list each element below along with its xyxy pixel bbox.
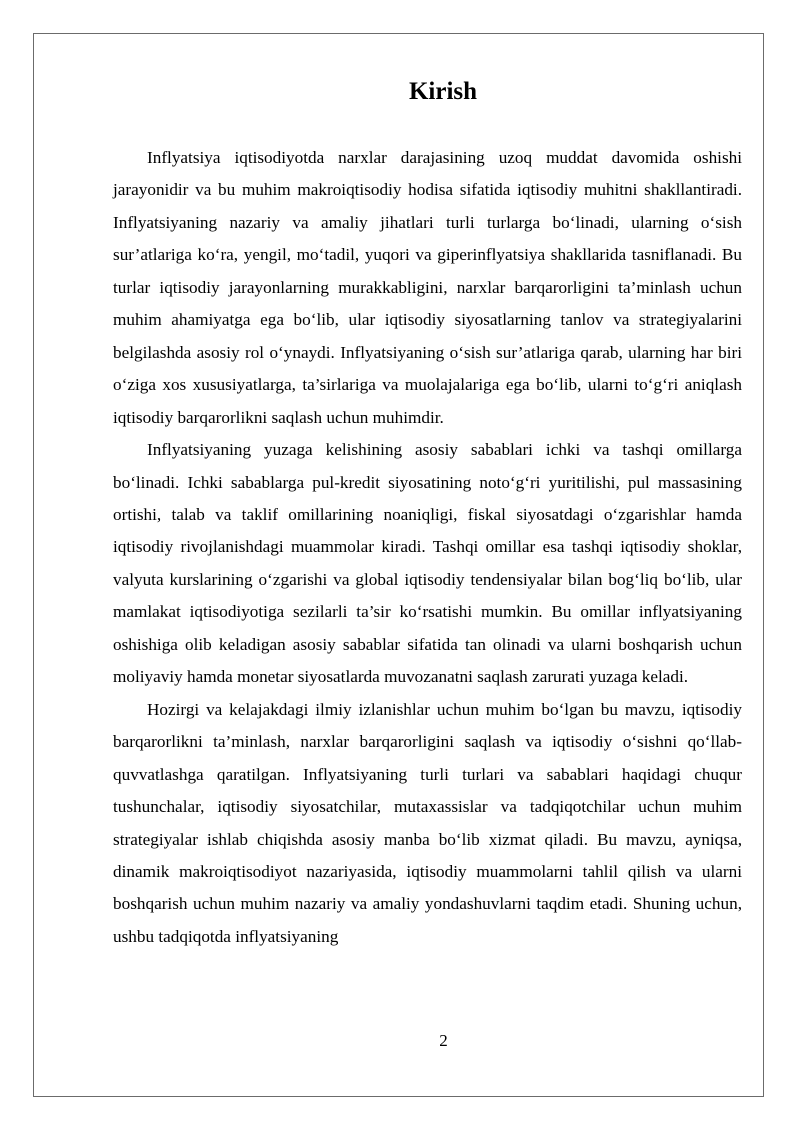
page-number: 2 bbox=[439, 1031, 448, 1050]
page-title: Kirish bbox=[408, 78, 478, 105]
paragraph-1: Inflyatsiya iqtisodiyotda narxlar darajasining uzoq muddat davomida oshishi jarayonidir va bu muhim makroiqtisodiy hodisa sifatida iqtisodiy muhitni shakllantiradi. Inflyatsiyaning nazariy va amaliy jihatlari turli turlarga bo‘linadi, ularning o‘sish sur’atlariga ko‘ra, yengil, mo‘tadil, yuqori va giperinflyatsiya shakllarida tasniflanadi. Bu turlar iqtisodiy jarayonlarning murakkabligini, narxlar barqarorligini ta’minlash uchun muhim ahamiyatga ega bo‘lib, ular iqtisodiy siyosatlarning tanlov va strategiyalarini belgilashda asosiy rol o‘ynaydi. Inflyatsiyaning o‘sish sur’atlariga qarab, ularning har biri o‘ziga xos xususiyatlarga, ta’sirlariga va muolajalariga ega bo‘lib, ularni to‘g‘ri aniqlash iqtisodiy barqarorlikni saqlash uchun muhimdir. bbox=[113, 148, 742, 427]
paragraph-3: Hozirgi va kelajakdagi ilmiy izlanishlar uchun muhim bo‘lgan bu mavzu, iqtisodiy barqarorlikni ta’minlash, narxlar barqarorligini saqlash va iqtisodiy o‘sishni qo‘llab-quvvatlashga qaratilgan. Inflyatsiyaning turli turlari va sabablari haqidagi chuqur tushunchalar, iqtisodiy siyosatchilar, mutaxassislar va tadqiqotchilar uchun muhim strategiyalar ishlab chiqishda asosiy manba bo‘lib xizmat qiladi. Bu mavzu, ayniqsa, dinamik makroiqtisodiyot nazariyasida, iqtisodiy muammolarni tahlil qilish va ularni boshqarish uchun muhim nazariy va amaliy yondashuvlarni taqdim etadi. Shuning uchun, ushbu tadqiqotda inflyatsiyaning bbox=[113, 699, 742, 946]
document-body bbox=[113, 142, 742, 953]
paragraph-2: Inflyatsiyaning yuzaga kelishining asosiy sabablari ichki va tashqi omillarga bo‘linadi. Ichki sabablarga pul-kredit siyosatining noto‘g‘ri yuritilishi, pul massasining ortishi, talab va taklif omillarining noaniqligi, fiskal siyosatdagi o‘zgarishlar hamda iqtisodiy rivojlanishdagi muammolar kiradi. Tashqi omillar esa tashqi iqtisodiy shoklar, valyuta kurslarining o‘zgarishi va global iqtisodiy tendensiyalar bilan bog‘liq bo‘lib, ular mamlakat iqtisodiyotiga sezilarli ta’sir ko‘rsatishi mumkin. Bu omillar inflyatsiyaning oshishiga olib keladigan asosiy sabablar sifatida tan olinadi va ularni boshqarish uchun moliyaviy hamda monetar siyosatlarda muvozanatni saqlash zarurati yuzaga keladi. bbox=[113, 440, 742, 687]
